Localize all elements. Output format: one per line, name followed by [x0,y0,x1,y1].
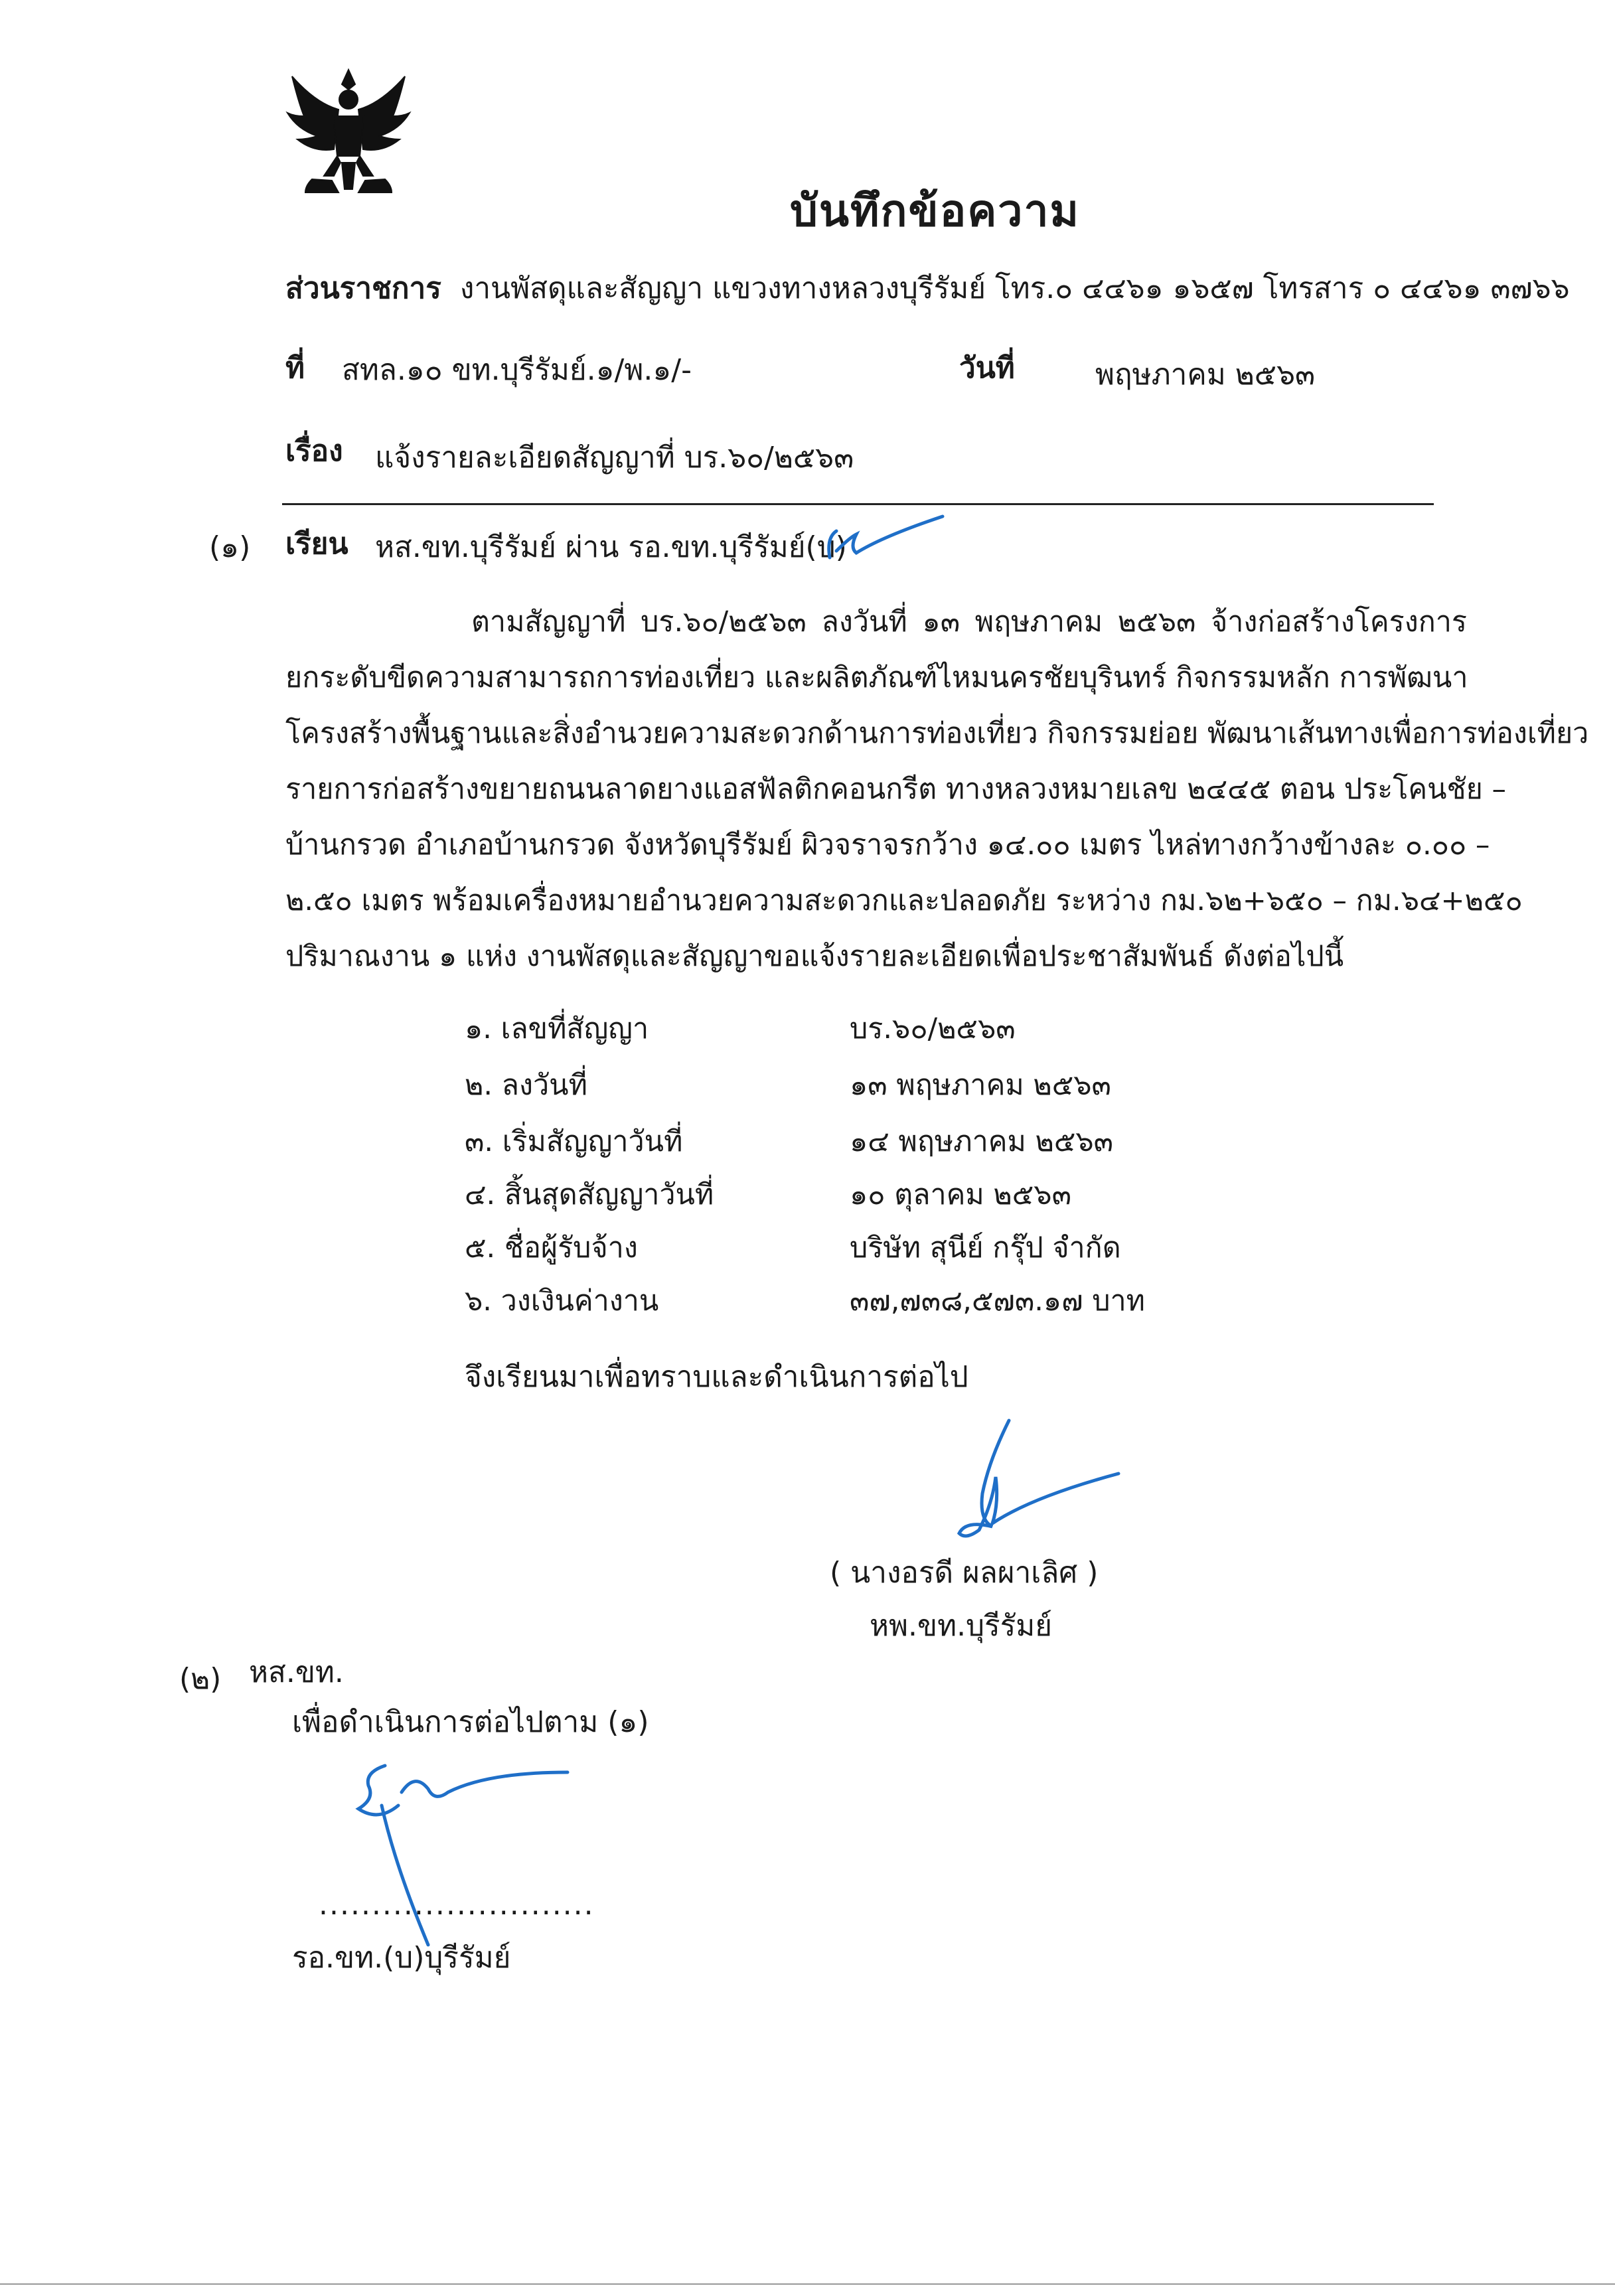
initial-signature-icon [816,511,943,564]
body-line: โครงสร้างพื้นฐานและสิ่งอำนวยความสะดวกด้านการท่องเที่ยว กิจกรรมย่อย พัฒนาเส้นทางเพื่อการท่องเที่ยว [285,717,1589,750]
subject-label: เรื่อง [285,434,343,468]
section2-instruction: เพื่อดำเนินการต่อไปตาม (๑) [292,1705,649,1739]
detail-label: ๓. เริ่มสัญญาวันที่ [465,1125,683,1158]
detail-label: ๒. ลงวันที่ [465,1069,587,1102]
section2-addressee: หส.ขท. [249,1655,344,1689]
detail-value: บร.๖๐/๒๕๖๓ [850,1012,1016,1045]
department-label: ส่วนราชการ [285,271,441,305]
section1-number: (๑) [209,530,251,564]
page-bottom-edge [0,2283,1615,2285]
closing-text: จึงเรียนมาเพื่อทราบและดำเนินการต่อไป [465,1360,968,1394]
approver-title: รอ.ขท.(บ)บุรีรัมย์ [292,1941,511,1975]
date-label: วันที่ [959,351,1015,385]
signer-title: หพ.ขท.บุรีรัมย์ [870,1609,1053,1643]
detail-value: ๑๔ พฤษภาคม ๒๕๖๓ [850,1125,1114,1158]
addressee-value: หส.ขท.บุรีรัมย์ ผ่าน รอ.ขท.บุรีรัมย์(บ) [375,530,847,564]
detail-label: ๖. วงเงินค่างาน [465,1284,659,1318]
signature-dots: .......................... [319,1888,595,1922]
garuda-emblem-icon [285,63,412,202]
body-line: รายการก่อสร้างขยายถนนลาดยางแอสฟัลติกคอนกรีต ทางหลวงหมายเลข ๒๔๔๕ ตอน ประโคนชัย – [285,773,1507,806]
signer-name: ( นางอรดี ผลผาเลิศ ) [830,1556,1099,1590]
department-line [285,269,1570,309]
body-line: ๒.๕๐ เมตร พร้อมเครื่องหมายอำนวยความสะดวกและปลอดภัย ระหว่าง กม.๖๒+๖๕๐ – กม.๖๔+๒๕๐ [285,884,1523,917]
detail-value: ๑๐ ตุลาคม ๒๕๖๓ [850,1178,1071,1211]
section2-number: (๒) [179,1662,222,1696]
signer-signature-icon [906,1414,1118,1547]
subject-value: แจ้งรายละเอียดสัญญาที่ บร.๖๐/๒๕๖๓ [375,441,854,475]
header-divider [282,503,1434,505]
body-line: ตามสัญญาที่ บร.๖๐/๒๕๖๓ ลงวันที่ ๑๓ พฤษภาคม ๒๕๖๓ จ้างก่อสร้างโครงการ [471,605,1467,639]
detail-label: ๕. ชื่อผู้รับจ้าง [465,1231,638,1264]
body-line: บ้านกรวด อำเภอบ้านกรวด จังหวัดบุรีรัมย์ ผิวจราจรกว้าง ๑๔.๐๐ เมตร ไหล่ทางกว้างข้างละ ๐.๐๐ – [285,828,1490,862]
detail-label: ๔. สิ้นสุดสัญญาวันที่ [465,1178,714,1211]
body-line: ยกระดับขีดความสามารถการท่องเที่ยว และผลิตภัณฑ์ไหมนครชัยบุรินทร์ กิจกรรมหลัก การพัฒนา [285,661,1468,694]
reference-value: สทล.๑๐ ขท.บุรีรัมย์.๑/พ.๑/- [342,353,692,387]
body-paragraph [285,594,1589,984]
detail-value: บริษัท สุนีย์ กรุ๊ป จำกัด [850,1231,1121,1264]
detail-value: ๑๓ พฤษภาคม ๒๕๖๓ [850,1069,1111,1102]
detail-label: ๑. เลขที่สัญญา [465,1012,649,1045]
page-title: บันทึกข้อความ [790,185,1081,236]
reference-label: ที่ [285,351,305,385]
date-value: พฤษภาคม ๒๕๖๓ [1095,358,1316,392]
department-value: งานพัสดุและสัญญา แขวงทางหลวงบุรีรัมย์ โทร.๐ ๔๔๖๑ ๑๖๕๗ โทรสาร ๐ ๔๔๖๑ ๓๗๖๖ [459,271,1570,305]
addressee-label: เรียน [285,527,348,561]
detail-value: ๓๗,๗๓๘,๕๗๓.๑๗ บาท [850,1284,1145,1318]
body-line: ปริมาณงาน ๑ แห่ง งานพัสดุและสัญญาขอแจ้งรายละเอียดเพื่อประชาสัมพันธ์ ดังต่อไปนี้ [285,940,1344,973]
